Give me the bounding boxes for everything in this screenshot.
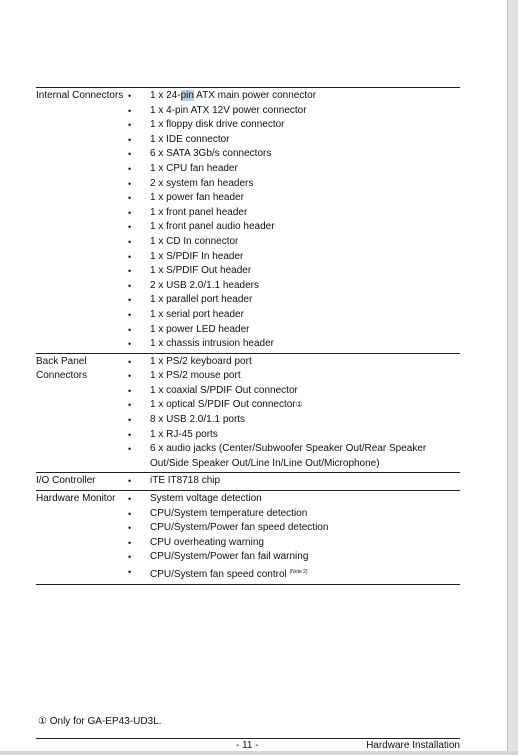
bullet: •: [128, 552, 132, 563]
spec-item: [128, 308, 460, 323]
bullet: •: [128, 222, 132, 233]
bullet: •: [128, 567, 132, 577]
spec-item: [128, 369, 460, 384]
section-items: [128, 491, 460, 584]
bullet: •: [128, 309, 132, 320]
bullet: •: [128, 324, 132, 335]
spec-item: [128, 279, 460, 294]
spec-item-text: [150, 177, 460, 192]
spec-section: [36, 354, 460, 473]
spec-item: [128, 162, 460, 177]
spec-item-text: [150, 206, 460, 221]
bullet: •: [128, 178, 132, 189]
spec-item: [128, 89, 460, 104]
spec-section: [36, 491, 460, 584]
spec-item-text: [150, 235, 460, 250]
spec-item: [128, 384, 460, 399]
note-reference: (Note 2): [289, 569, 308, 575]
spec-item: [128, 235, 460, 250]
section-label: [36, 354, 128, 473]
spec-item-text: [150, 104, 460, 119]
spec-item-text-part: 1 x S/PDIF In header: [150, 250, 244, 262]
spec-item-text-part: 1 x IDE connector: [150, 133, 230, 145]
spec-item: [128, 191, 460, 206]
spec-item-text-part: 1 x front panel audio header: [150, 221, 275, 233]
spec-item-text: [150, 428, 460, 443]
spec-item: [128, 337, 460, 352]
spec-item: [128, 104, 460, 119]
spec-section: [36, 473, 460, 490]
spec-item-text-part: 1 x RJ-45 ports: [150, 428, 218, 440]
spec-item-text-part: 2 x USB 2.0/1.1 headers: [150, 279, 259, 291]
section-label-line: Back Panel: [36, 355, 87, 367]
spec-item: [128, 442, 460, 471]
spec-item: [128, 264, 460, 279]
spec-item-text: [150, 308, 460, 323]
section-label-line: Connectors: [36, 370, 88, 382]
spec-item: [128, 550, 460, 565]
bullet: •: [128, 385, 132, 396]
bullet: •: [128, 105, 132, 116]
spec-item: [128, 355, 460, 370]
spec-item-text-part: 1 x serial port header: [150, 308, 244, 320]
spec-item: [128, 118, 460, 133]
spec-item-text: [150, 118, 460, 133]
bullet: •: [128, 163, 132, 174]
bullet: •: [128, 371, 132, 382]
viewer-bottom-edge: [0, 751, 518, 755]
spec-item-text-part: 1 x CD In connector: [150, 235, 239, 247]
spec-item: [128, 521, 460, 536]
footnote: ① Only for GA-EP43-UD3L.: [38, 716, 162, 727]
specification-table: [36, 87, 460, 585]
bullet: •: [128, 444, 132, 455]
bullet: •: [128, 415, 132, 426]
bullet: •: [128, 537, 132, 548]
spec-item-text: [150, 337, 460, 352]
spec-item-text: [150, 536, 460, 551]
spec-item-text: [150, 413, 460, 428]
spec-item-text: [150, 89, 460, 104]
spec-item-text-part: 8 x USB 2.0/1.1 ports: [150, 414, 246, 426]
spec-item-text-part: iTE IT8718 chip: [150, 475, 221, 487]
spec-item-text-part: 2 x system fan headers: [150, 177, 254, 189]
spec-item-text: [150, 133, 460, 148]
spec-item-text-part: 1 x PS/2 keyboard port: [150, 355, 252, 367]
spec-item-text-part: 6 x SATA 3Gb/s connectors: [150, 148, 272, 160]
bullet: •: [128, 120, 132, 131]
spec-item-text-part: 1 x chassis intrusion header: [150, 338, 274, 350]
bullet: •: [128, 400, 132, 411]
section-label: [36, 491, 128, 584]
footer-rule: [36, 738, 460, 739]
spec-item: [128, 507, 460, 522]
spec-item-text: [150, 191, 460, 206]
bullet: •: [128, 91, 132, 101]
bullet: •: [128, 295, 132, 306]
spec-item-text: [150, 147, 460, 162]
spec-item-text: [150, 264, 460, 279]
spec-item-text-part: 1 x 4-pin ATX 12V power connector: [150, 104, 307, 116]
spec-item: [128, 220, 460, 235]
spec-item: [128, 177, 460, 192]
bullet: •: [128, 356, 132, 367]
section-items: [128, 88, 460, 353]
section-label: [36, 88, 128, 353]
bullet: •: [128, 339, 132, 350]
spec-item: [128, 474, 460, 489]
bullet: •: [128, 236, 132, 247]
spec-item: [128, 536, 460, 551]
spec-item-text-part: 1 x CPU fan header: [150, 162, 238, 174]
spec-item-text: [150, 293, 460, 308]
spec-item-text: [150, 442, 460, 471]
section-items: [128, 473, 460, 490]
section-rule: [36, 584, 460, 585]
bullet: •: [128, 207, 132, 218]
spec-item-text-part: CPU/System/Power fan fail warning: [150, 551, 309, 563]
section-label: [36, 473, 128, 490]
bullet: •: [128, 494, 132, 505]
spec-item-text-part: CPU/System temperature detection: [150, 507, 308, 519]
spec-item-text: [150, 521, 460, 536]
spec-item-text-part: 1 x PS/2 mouse port: [150, 370, 241, 382]
bullet: •: [128, 251, 132, 262]
spec-item-text: [150, 220, 460, 235]
spec-item-text: [150, 507, 460, 522]
spec-item-text-part: 1 x S/PDIF Out header: [150, 265, 252, 277]
bullet: •: [128, 523, 132, 534]
spec-item: [128, 565, 460, 583]
bullet: •: [128, 149, 132, 160]
spec-item: [128, 147, 460, 162]
spec-item-text-part: 1 x front panel header: [150, 206, 248, 218]
page-number: - 11 -: [236, 740, 259, 751]
bullet: •: [128, 508, 132, 519]
spec-item: [128, 133, 460, 148]
section-label-line: Internal Connectors: [36, 90, 124, 101]
spec-item-text-part: 1 x coaxial S/PDIF Out connector: [150, 384, 298, 396]
section-label-line: I/O Controller: [36, 475, 96, 487]
spec-item-text: [150, 398, 460, 413]
bullet: •: [128, 134, 132, 145]
spec-item: [128, 293, 460, 308]
spec-item-text: [150, 369, 460, 384]
bullet: •: [128, 280, 132, 291]
bullet: •: [128, 193, 132, 204]
spec-item: [128, 206, 460, 221]
footer-title: Hardware Installation: [366, 740, 460, 751]
spec-item-text-part: 1 x floppy disk drive connector: [150, 119, 285, 131]
spec-item: [128, 413, 460, 428]
spec-item: [128, 398, 460, 413]
spec-item-text-part: 1 x 24-: [150, 90, 181, 101]
spec-item: [128, 250, 460, 265]
spec-item-text-part: System voltage detection: [150, 493, 262, 505]
spec-item-text-part: 1 x optical S/PDIF Out connector: [150, 399, 296, 411]
footnote-marker: ①: [295, 400, 303, 410]
spec-item: [128, 428, 460, 443]
bullet: •: [128, 429, 132, 440]
spec-item-text: [150, 565, 460, 583]
spec-item: [128, 323, 460, 338]
viewer-scrollbar-track[interactable]: [507, 0, 518, 755]
spec-item-text: [150, 550, 460, 565]
spec-item-text: [150, 492, 460, 507]
spec-item-text-part: 6 x audio jacks (Center/Subwoofer Speaker Out/Rear Speaker Out/Side Speaker Out/Line In/Line Out/Microphone): [150, 443, 427, 469]
spec-item: [128, 492, 460, 507]
spec-item-text: [150, 355, 460, 370]
spec-item-text: [150, 474, 460, 489]
highlighted-text: pin: [180, 90, 194, 101]
spec-item-text-part: 1 x power fan header: [150, 192, 244, 204]
spec-item-text-part: CPU/System fan speed control: [150, 569, 287, 580]
bullet: •: [128, 266, 132, 277]
spec-item-text: [150, 250, 460, 265]
spec-item-text: [150, 384, 460, 399]
spec-item-text-part: 1 x power LED header: [150, 323, 250, 335]
spec-item-text: [150, 279, 460, 294]
spec-item-text-part: CPU/System/Power fan speed detection: [150, 522, 329, 534]
spec-item-text-part: ATX main power connector: [193, 90, 317, 101]
spec-item-text-part: CPU overheating warning: [150, 536, 264, 548]
spec-item-text-part: 1 x parallel port header: [150, 294, 253, 306]
spec-item-text: [150, 162, 460, 177]
spec-section: [36, 88, 460, 353]
section-items: [128, 354, 460, 473]
bullet: •: [128, 476, 132, 487]
spec-item-text: [150, 323, 460, 338]
section-label-line: Hardware Monitor: [36, 493, 116, 505]
